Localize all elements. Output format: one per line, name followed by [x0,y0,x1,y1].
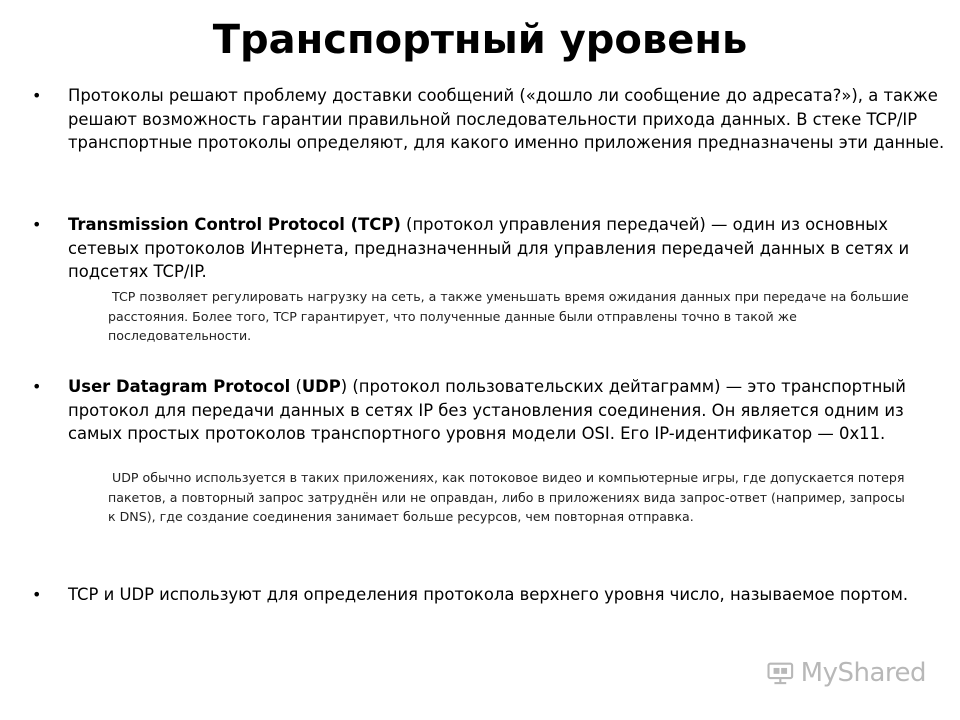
udp-term: User Datagram Protocol [68,377,291,396]
bullet-tcp [68,213,948,284]
bullet-ports [68,583,948,607]
paren: ( [290,377,302,396]
watermark-text: MyShared [800,658,926,688]
watermark [766,655,926,691]
bullet-text: TCP и UDP используют для определения протокола верхнего уровня число, называемое портом. [68,585,909,604]
tcp-term: Transmission Control Protocol (TCP) [68,215,401,234]
bullet-transport-protocols [68,84,948,155]
bullet-text: ) (протокол пользовательских дейтаграмм) — это транспортный протокол для передачи данных в сетях IP без установления соединения. Он является одним из самых простых протоколов транспортного уровня модели OSI. Его IP-идентификатор — 0x11. [68,377,906,443]
udp-detail: UDP обычно используется в таких приложениях, как потоковое видео и компьютерные игры, где допускается потеря пакетов, а повторный запрос затруднён или не оправдан, либо в приложениях вида запрос-ответ (например, запросы к DNS), где создание соединения занимает больше ресурсов, чем повторная отправка. [108,470,905,524]
bullet-text: (протокол управления передачей) — один из основных сетевых протоколов Интернета, предназначенный для управления передачей данных в сетях и подсетях TCP/IP. [68,215,910,281]
bullet-text: Протоколы решают проблему доставки сообщений («дошло ли сообщение до адресата?»), а также решают возможность гарантии правильной последовательности прихода данных. В стеке TCP/IP транспортные протоколы определяют, для какого именно приложения предназначены эти данные. [68,86,945,152]
presentation-board-icon [766,659,795,687]
slide-title: Транспортный уровень [212,17,748,63]
udp-abbrev: UDP [301,377,341,396]
tcp-detail: TCP позволяет регулировать нагрузку на сеть, а также уменьшать время ожидания данных при передаче на большие расстояния. Более того, TCP гарантирует, что полученные данные были отправлены точно в такой же последовательности. [108,289,909,343]
bullet-udp [68,375,948,446]
